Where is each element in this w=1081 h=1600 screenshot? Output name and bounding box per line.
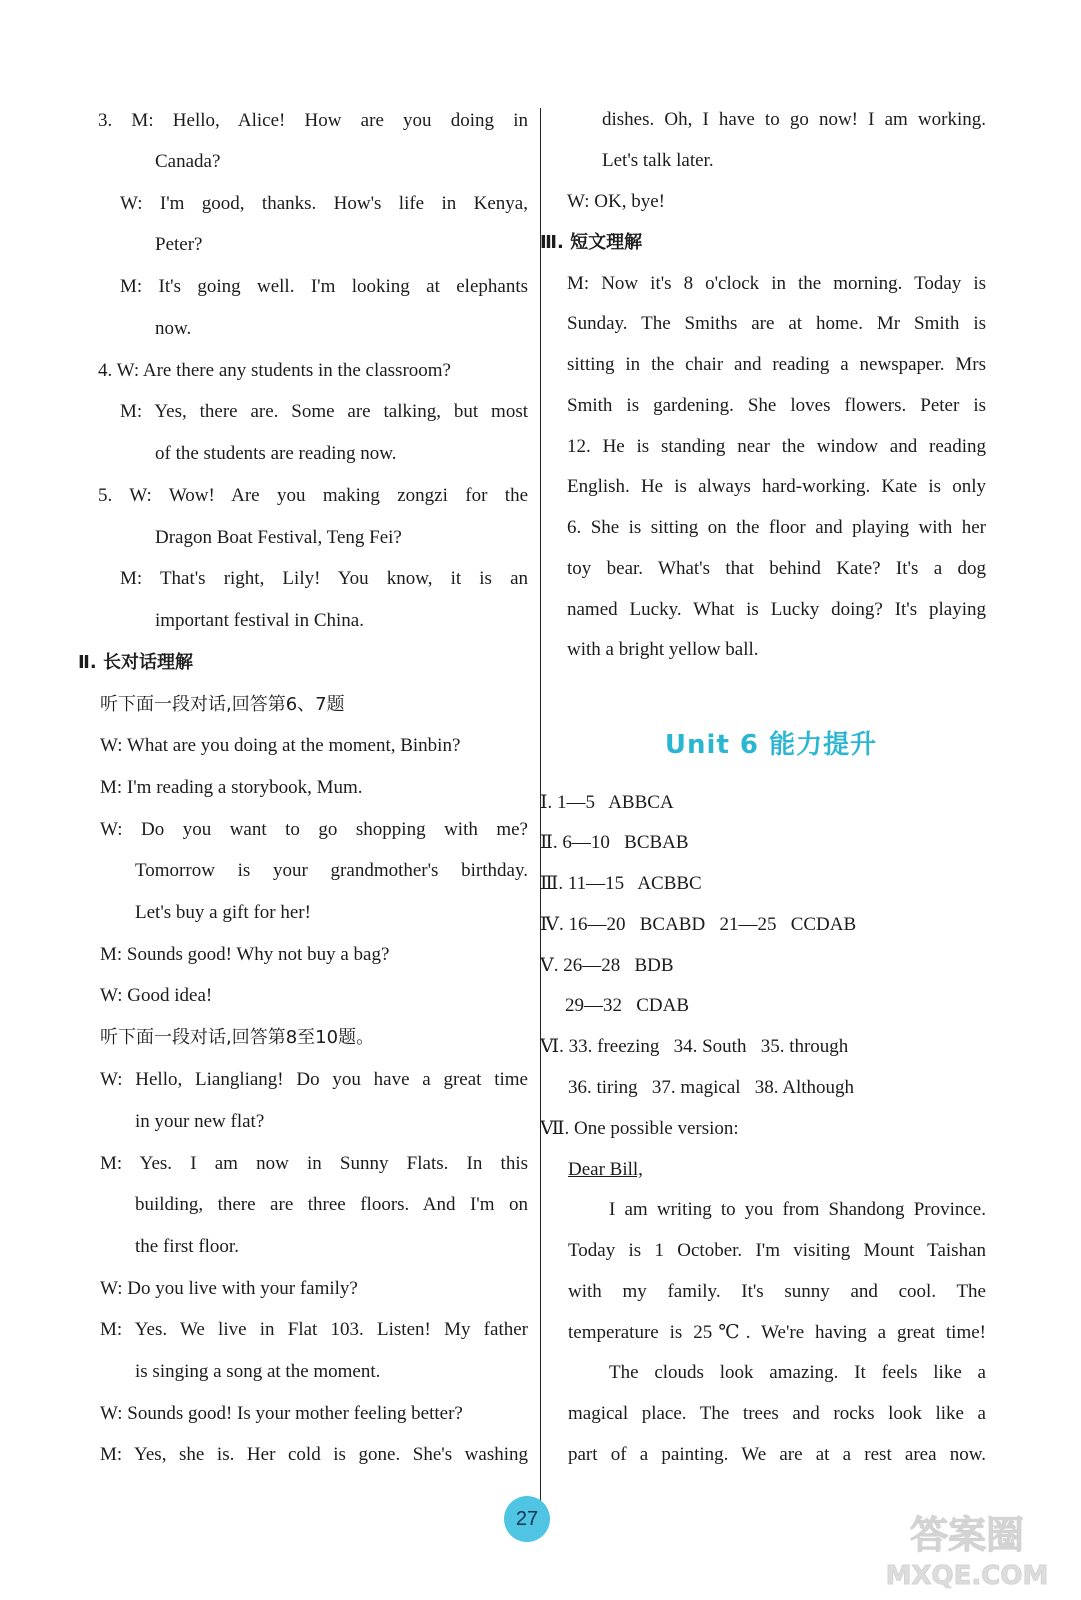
dialogue-line: Tomorrow is your grandmother's birthday. — [135, 860, 528, 881]
answer-line: 36. tiring 37. magical 38. Although — [568, 1077, 855, 1098]
dialogue-line: Peter? — [155, 234, 203, 255]
dialogue-line: W: OK, bye! — [567, 191, 665, 212]
dialogue-line: M: Yes. We live in Flat 103. Listen! My father — [100, 1319, 528, 1340]
dialogue-line: M: Sounds good! Why not buy a bag? — [100, 944, 390, 965]
passage-line: 12. He is standing near the window and reading — [567, 436, 986, 457]
letter-greeting — [568, 1156, 986, 1184]
dialogue-line: important festival in China. — [155, 610, 364, 631]
section-heading: Ⅲ. 短文理解 — [540, 232, 643, 253]
answer-line: Ⅴ. 26—28 BDB — [540, 955, 674, 976]
dialogue-line: Canada? — [155, 151, 221, 172]
passage-line: English. He is always hard-working. Kate is only — [567, 476, 986, 497]
page-number-badge: 27 — [504, 1496, 550, 1542]
dialogue-line: 4. W: Are there any students in the classroom? — [98, 360, 451, 381]
passage-line: Sunday. The Smiths are at home. Mr Smith is — [567, 313, 986, 334]
dialogue-line: now. — [155, 318, 192, 339]
greeting-text: Dear Bill, — [568, 1159, 643, 1180]
dialogue-line: W: Hello, Liangliang! Do you have a great time — [100, 1069, 528, 1090]
unit-heading: Unit 6 能力提升 — [664, 730, 878, 760]
dialogue-line: building, there are three floors. And I'm on — [135, 1194, 528, 1215]
dialogue-line: W: Do you live with your family? — [100, 1278, 358, 1299]
passage-line: toy bear. What's that behind Kate? It's a dog — [567, 558, 986, 579]
answer-line: 29—32 CDAB — [565, 995, 690, 1016]
dialogue-line: M: Yes. I am now in Sunny Flats. In this — [100, 1153, 528, 1174]
letter-line: with my family. It's sunny and cool. The — [568, 1281, 986, 1302]
dialogue-line: the first floor. — [135, 1236, 239, 1257]
answer-line: Ⅵ. 33. freezing 34. South 35. through — [540, 1036, 849, 1057]
letter-line: I am writing to you from Shandong Province. — [609, 1199, 986, 1220]
answer-line: Ⅰ. 1—5 ABBCA — [540, 792, 674, 813]
instruction-line: 听下面一段对话,回答第8至10题。 — [100, 1027, 375, 1048]
passage-line: sitting in the chair and reading a newspaper. Mrs — [567, 354, 986, 375]
passage-line: Smith is gardening. She loves flowers. Peter is — [567, 395, 986, 416]
passage-line: with a bright yellow ball. — [567, 639, 759, 660]
dialogue-line: W: Do you want to go shopping with me? — [100, 819, 528, 840]
passage-line: named Lucky. What is Lucky doing? It's playing — [567, 599, 986, 620]
answer-line: Ⅶ. One possible version: — [540, 1118, 739, 1139]
section-heading: Ⅱ. 长对话理解 — [78, 652, 193, 673]
dialogue-line: is singing a song at the moment. — [135, 1361, 381, 1382]
watermark-url-text: MXQE.COM — [885, 1561, 1049, 1591]
dialogue-line: M: I'm reading a storybook, Mum. — [100, 777, 363, 798]
dialogue-line: 5. W: Wow! Are you making zongzi for the — [98, 485, 528, 506]
dialogue-line: M: That's right, Lily! You know, it is an — [120, 568, 528, 589]
answer-line: Ⅱ. 6—10 BCBAB — [540, 832, 689, 853]
dialogue-line: Let's buy a gift for her! — [135, 902, 311, 923]
dialogue-line: W: I'm good, thanks. How's life in Kenya, — [120, 193, 528, 214]
dialogue-line: of the students are reading now. — [155, 443, 397, 464]
letter-line: The clouds look amazing. It feels like a — [609, 1362, 986, 1383]
letter-line: magical place. The trees and rocks look like a — [568, 1403, 986, 1424]
watermark-logo-text: 答案圈 — [909, 1513, 1025, 1557]
dialogue-line: M: Yes, there are. Some are talking, but most — [120, 401, 528, 422]
dialogue-line: dishes. Oh, I have to go now! I am working. — [602, 109, 986, 130]
instruction-line: 听下面一段对话,回答第6、7题 — [100, 694, 345, 715]
dialogue-line: in your new flat? — [135, 1111, 265, 1132]
answer-line: Ⅲ. 11—15 ACBBC — [540, 873, 702, 894]
dialogue-line: W: Good idea! — [100, 985, 213, 1006]
letter-line: Today is 1 October. I'm visiting Mount Taishan — [568, 1240, 986, 1261]
dialogue-line: 3. M: Hello, Alice! How are you doing in — [98, 110, 528, 131]
passage-line: 6. She is sitting on the floor and playing with her — [567, 517, 986, 538]
letter-line: part of a painting. We are at a rest area now. — [568, 1444, 986, 1465]
dialogue-line: M: Yes, she is. Her cold is gone. She's washing — [100, 1444, 528, 1465]
watermark-logo — [867, 1506, 1067, 1592]
letter-line: temperature is 25℃. We're having a great time! — [568, 1322, 986, 1343]
passage-line: M: Now it's 8 o'clock in the morning. Today is — [567, 273, 986, 294]
dialogue-line: W: What are you doing at the moment, Binbin? — [100, 735, 461, 756]
answer-line: Ⅳ. 16—20 BCABD 21—25 CCDAB — [540, 914, 857, 935]
dialogue-line: Dragon Boat Festival, Teng Fei? — [155, 527, 402, 548]
dialogue-line: M: It's going well. I'm looking at elephants — [120, 276, 528, 297]
dialogue-line: W: Sounds good! Is your mother feeling better? — [100, 1403, 463, 1424]
dialogue-line: Let's talk later. — [602, 150, 714, 171]
